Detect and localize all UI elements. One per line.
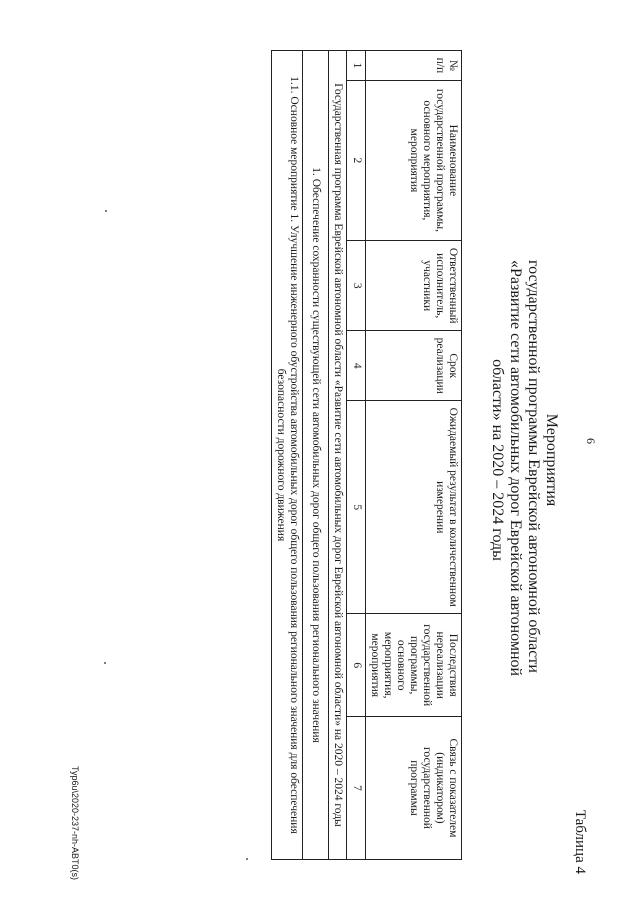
column-header: Последствия нереализации государственной программы, основного мероприятия, мероприятия: [366, 614, 462, 716]
column-header: Ответственный исполнитель, участники: [366, 240, 462, 330]
table-row: [303, 51, 329, 860]
column-number: 1: [347, 51, 366, 81]
column-header: Наименование государственной программы, основного мероприятия, мероприятия: [366, 80, 462, 240]
column-number: 7: [347, 716, 366, 859]
scan-speck: [246, 858, 248, 860]
column-number: 5: [347, 401, 366, 614]
table-header-row: [366, 51, 462, 860]
measure-row: 1.1. Основное мероприятие 1. Улучшение инженерного обустройства автомобильных дорог общего пользования регионального значения для обеспечения безопасности дорожного движения: [272, 51, 303, 860]
column-header: № п/п: [366, 51, 462, 81]
document-id: Typ6u\2020-237-nh-ABT0(s): [70, 765, 80, 880]
title-line: области» на 2020 – 2024 годы: [489, 359, 506, 561]
column-number: 6: [347, 614, 366, 716]
title-line: «Развитие сети автомобильных дорог Еврейской автономной: [507, 260, 524, 677]
column-header: Ожидаемый результат в количественном измерении: [366, 401, 462, 614]
section-row: 1. Обеспечение сохранности существующей сети автомобильных дорог общего пользования регионального значения: [303, 51, 329, 860]
table-row: [272, 51, 303, 860]
column-header: Связь с показателем (индикатором) государственной программы: [366, 716, 462, 859]
column-number: 2: [347, 80, 366, 240]
title-line: государственной программы Еврейской автономной области: [525, 260, 542, 673]
measures-table: [271, 50, 462, 860]
table-row: [329, 51, 347, 860]
column-header: Срок реализации: [366, 331, 462, 401]
column-number: 4: [347, 331, 366, 401]
column-number-row: [347, 51, 366, 860]
page-number: 6: [584, 438, 598, 444]
document-sheet: [40, 30, 600, 890]
table-label: Таблица 4: [572, 809, 588, 874]
column-number: 3: [347, 240, 366, 330]
scan-speck: [105, 210, 107, 212]
document-title: [488, 260, 560, 677]
scan-speck: [104, 662, 106, 664]
title-line: Мероприятия: [543, 413, 560, 507]
program-row: Государственная программа Еврейской автономной области «Развитие сети автомобильных дорог Еврейской автономной области» на 2020 – 2024 годы: [329, 51, 347, 860]
